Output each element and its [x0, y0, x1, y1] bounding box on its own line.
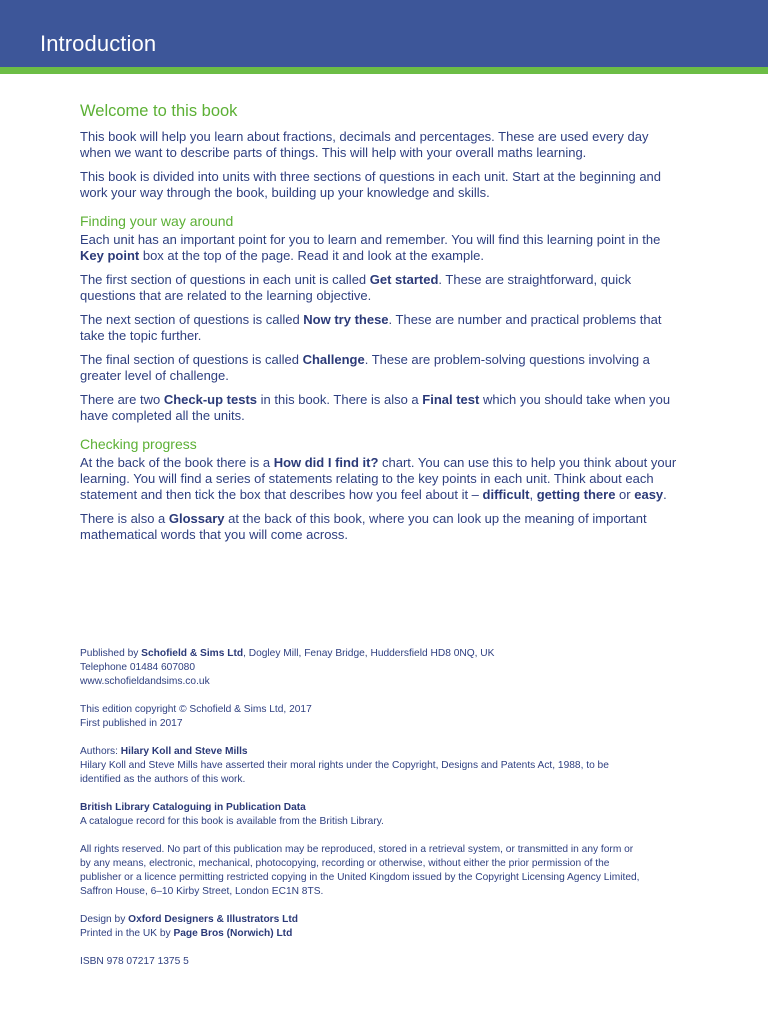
main-content: [80, 102, 680, 551]
finding-paragraph-3: The next section of questions is called Now try these. These are number and practical problems that take the topic further.: [80, 312, 662, 343]
page-header: [0, 0, 768, 67]
website-link[interactable]: www.schofieldandsims.co.uk: [80, 676, 210, 687]
imprint-section: [80, 647, 640, 983]
finding-paragraph-1: Each unit has an important point for you to learn and remember. You will find this learning point in the Key point box at the top of the page. Read it and look at the example.: [80, 232, 661, 263]
copyright-block: This edition copyright © Schofield & Sims Ltd, 2017 First published in 2017: [80, 704, 312, 729]
progress-paragraph-2: There is also a Glossary at the back of this book, where you can look up the meaning of important mathematical words that you will come across.: [80, 511, 647, 542]
page-title: Introduction: [40, 31, 157, 56]
isbn: ISBN 978 07217 1375 5: [80, 956, 189, 967]
welcome-heading: Welcome to this book: [80, 102, 238, 120]
header-accent-bar: [0, 67, 768, 74]
finding-paragraph-2: The first section of questions in each unit is called Get started. These are straightforward, quick questions that are related to the learning objective.: [80, 272, 632, 303]
welcome-paragraph-1: This book will help you learn about fractions, decimals and percentages. These are used every day when we want to describe parts of things. This will help with your overall maths learning.: [80, 129, 649, 160]
progress-heading: Checking progress: [80, 436, 197, 452]
finding-paragraph-5: There are two Check-up tests in this book. There is also a Final test which you should take when you have completed all the units.: [80, 392, 671, 423]
credits-block: Design by Oxford Designers & Illustrators Ltd Printed in the UK by Page Bros (Norwich) Ltd: [80, 914, 298, 939]
authors-block: Authors: Hilary Koll and Steve Mills Hilary Koll and Steve Mills have asserted their moral rights under the Copyright, Designs and Patents Act, 1988, to be identified as the authors of this work.: [80, 746, 609, 785]
publisher-block: Published by Schofield & Sims Ltd, Dogley Mill, Fenay Bridge, Huddersfield HD8 0NQ, UK Telephone 01484 607080 www.schofieldandsims.co.uk: [80, 648, 495, 687]
progress-paragraph-1: At the back of the book there is a How did I find it? chart. You can use this to help you think about your learning. You will find a series of statements relating to the key points in each unit. Think about each statement and then tick the box that describes how you feel about it – difficult, getting there or easy.: [80, 455, 677, 502]
welcome-paragraph-2: This book is divided into units with three sections of questions in each unit. Start at the beginning and work your way through the book, building up your knowledge and skills.: [80, 169, 662, 200]
all-rights-block: All rights reserved. No part of this publication may be reproduced, stored in a retrieval system, or transmitted in any form or by any means, electronic, mechanical, photocopying, recording or otherwise, without either the prior permission of the publisher or a licence permitting restricted copying in the United Kingdom issued by the Copyright Licensing Agency Limited, Saffron House, 6–10 Kirby Street, London EC1N 8TS.: [80, 844, 640, 897]
cip-block: British Library Cataloguing in Publication Data A catalogue record for this book is available from the British Library.: [80, 802, 384, 827]
finding-heading: Finding your way around: [80, 213, 234, 229]
finding-paragraph-4: The final section of questions is called Challenge. These are problem-solving questions involving a greater level of challenge.: [80, 352, 650, 383]
